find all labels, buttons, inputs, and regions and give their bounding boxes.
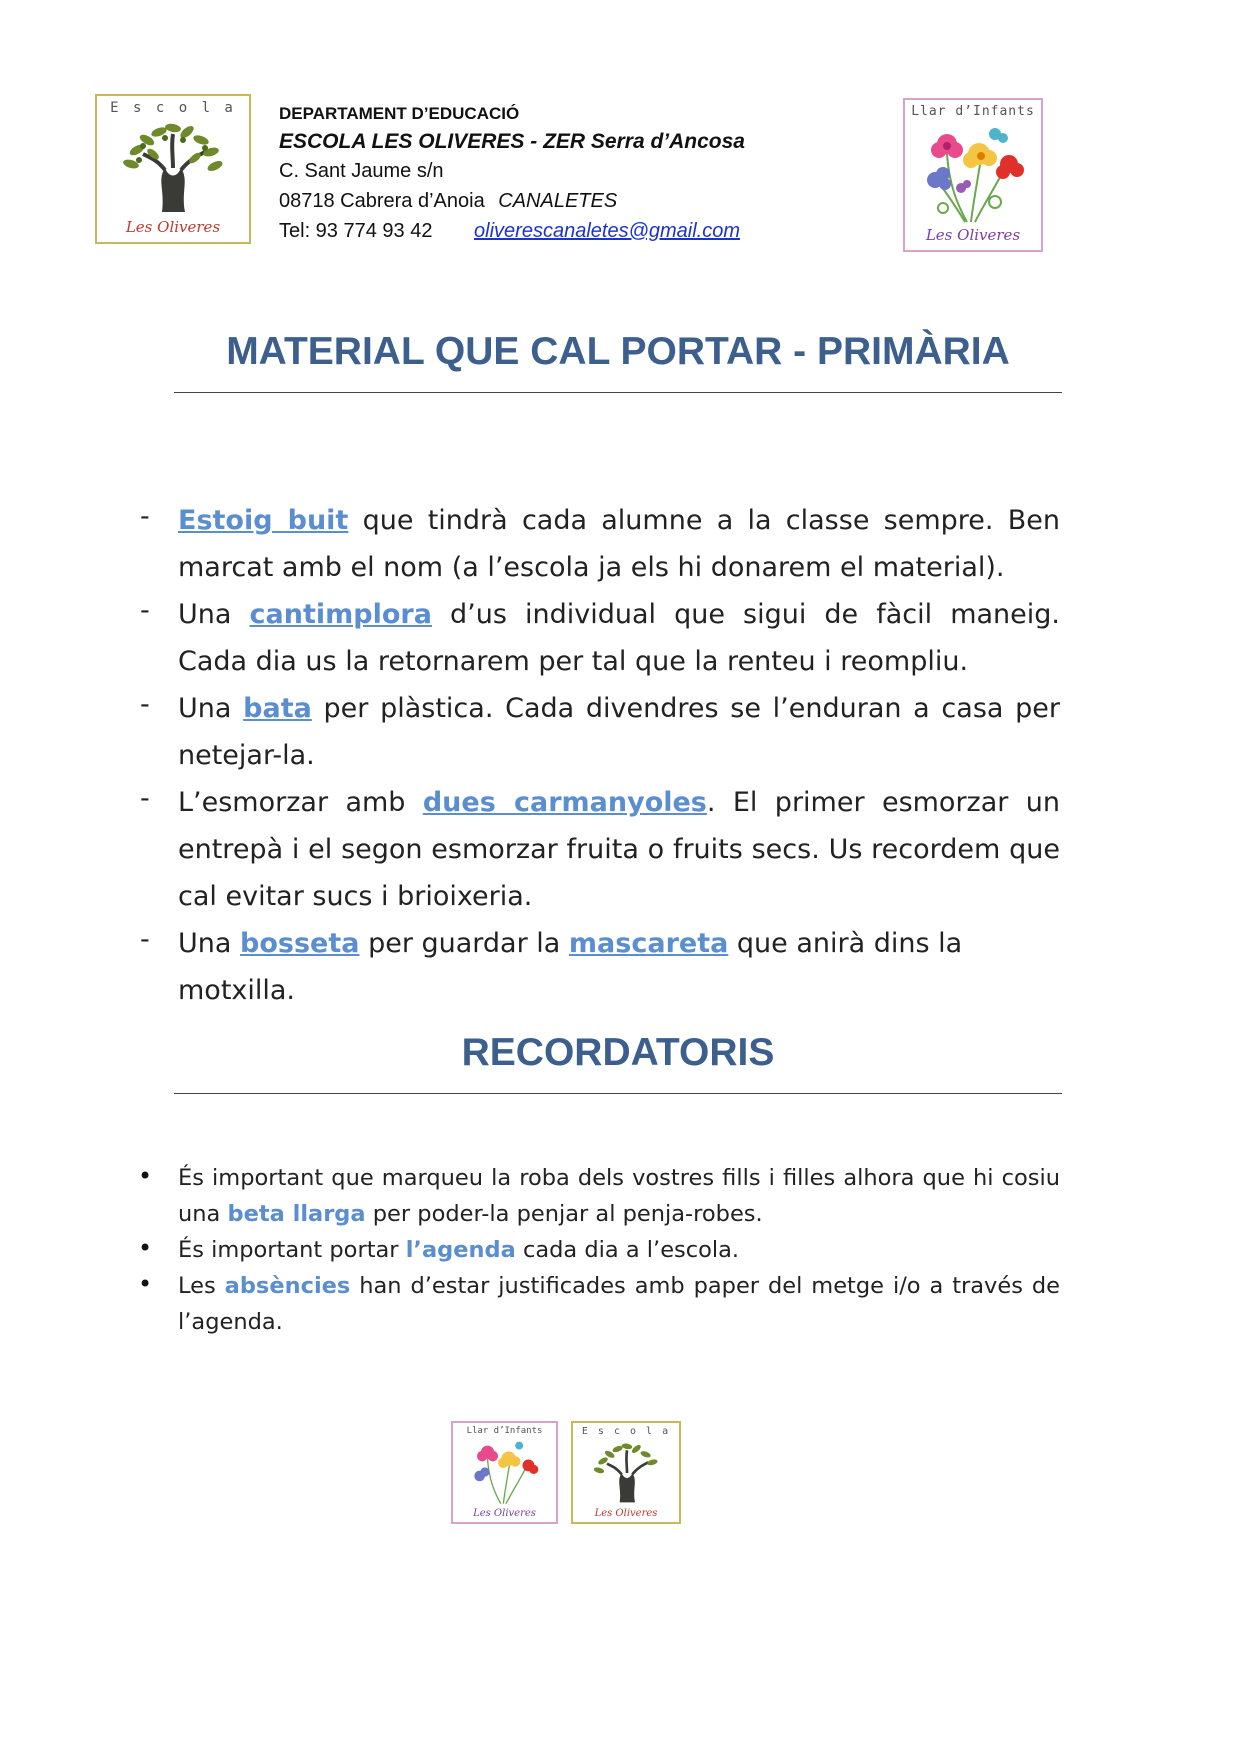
list-item xyxy=(130,497,1060,591)
street-address: C. Sant Jaume s/n xyxy=(279,160,444,182)
list-item-pre: Una xyxy=(178,599,250,630)
list-item-post: que tindrà cada alumne a la classe sempre. Ben marcat amb el nom (a l’escola ja els hi donarem el material). xyxy=(178,505,1060,583)
school-logo xyxy=(95,94,251,244)
school-logo-bottom-text: Les Oliveres xyxy=(125,218,221,236)
list-item-text xyxy=(178,920,1060,1014)
list-item-text xyxy=(178,1160,1060,1232)
section-title-recordatoris: RECORDATORIS xyxy=(461,1031,775,1074)
list-item-text xyxy=(178,685,1060,779)
list-item xyxy=(130,1232,1060,1268)
list-item xyxy=(130,920,1060,1014)
highlight-bosseta: bosseta xyxy=(240,928,360,959)
contact-line xyxy=(279,220,839,250)
department-name: DEPARTAMENT D’EDUCACIÓ xyxy=(279,104,520,123)
dash-marker: - xyxy=(140,783,150,814)
section-title-material: MATERIAL QUE CAL PORTAR - PRIMÀRIA xyxy=(226,330,1010,373)
list-item xyxy=(130,685,1060,779)
dash-marker: - xyxy=(140,924,150,955)
footer-nursery-logo xyxy=(451,1421,558,1524)
school-logo-top-text: E s c o l a xyxy=(110,100,236,116)
list-item xyxy=(130,779,1060,920)
list-item-pre: Una xyxy=(178,928,241,959)
highlight-cantimplora: cantimplora xyxy=(249,599,432,630)
nursery-logo-bottom-text: Les Oliveres xyxy=(925,226,1021,244)
highlight-mascareta: mascareta xyxy=(568,928,729,959)
list-item-pre: L’esmorzar amb xyxy=(178,787,423,818)
olive-tree-icon xyxy=(587,1441,667,1505)
footer-nursery-logo-bottom-text: Les Oliveres xyxy=(473,1508,536,1519)
highlight-bata: bata xyxy=(243,693,312,724)
school-name: ESCOLA LES OLIVERES - ZER Serra d’Ancosa xyxy=(279,130,745,153)
bullet-marker: • xyxy=(138,1270,153,1298)
nursery-logo xyxy=(903,98,1043,252)
list-item-post: han d’estar justificades amb paper del metge i/o a través de l’agenda. xyxy=(178,1273,1060,1335)
list-item xyxy=(130,1268,1060,1340)
highlight-carmanyoles: dues carmanyoles xyxy=(422,787,707,818)
list-item-post: per poder-la penjar al penja-robes. xyxy=(365,1201,763,1227)
list-item-pre: Les xyxy=(178,1273,225,1299)
list-item-post: per plàstica. Cada divendres se l’enduran a casa per netejar-la. xyxy=(178,693,1060,771)
section-divider xyxy=(174,392,1062,393)
list-item-mid: per guardar la xyxy=(359,928,569,959)
list-item-post: cada dia a l’escola. xyxy=(515,1237,740,1263)
highlight-beta-llarga: beta llarga xyxy=(227,1201,366,1227)
flowers-icon xyxy=(461,1439,551,1505)
dash-marker: - xyxy=(140,595,150,626)
footer-school-logo-bottom-text: Les Oliveres xyxy=(594,1508,658,1519)
bullet-marker: • xyxy=(138,1162,153,1190)
list-item-text xyxy=(178,779,1060,920)
list-item-text xyxy=(178,497,1060,591)
list-item-pre: És important que marqueu la roba dels vostres fills i filles alhora que hi cosiu una xyxy=(178,1165,1060,1227)
list-item-post: d’us individual que sigui de fàcil maneig. Cada dia us la retornarem per tal que la renteu i reompliu. xyxy=(178,599,1060,677)
city-line xyxy=(279,190,839,220)
nursery-logo-top-text: Llar d’Infants xyxy=(911,104,1035,119)
dash-marker: - xyxy=(140,501,150,532)
letterhead xyxy=(279,104,839,250)
material-list xyxy=(130,497,1060,1014)
email-link[interactable]: oliverescanaletes@gmail.com xyxy=(474,220,740,242)
highlight-estoig: Estoig buit xyxy=(178,505,349,536)
list-item-text xyxy=(178,591,1060,685)
list-item xyxy=(130,1160,1060,1232)
city: 08718 Cabrera d’Anoia xyxy=(279,190,485,212)
list-item-pre: És important portar xyxy=(178,1237,406,1263)
list-item-text xyxy=(178,1232,1060,1268)
list-item-pre: Una xyxy=(178,693,244,724)
footer-school-logo xyxy=(571,1421,681,1524)
dash-marker: - xyxy=(140,689,150,720)
list-item-post: que anirà dins la motxilla. xyxy=(178,928,963,1006)
list-item xyxy=(130,591,1060,685)
phone: Tel: 93 774 93 42 xyxy=(279,220,433,242)
reminders-list xyxy=(130,1160,1060,1340)
footer-nursery-logo-top-text: Llar d’Infants xyxy=(466,1426,543,1436)
highlight-agenda: l’agenda xyxy=(405,1237,516,1263)
olive-tree-icon xyxy=(117,120,229,216)
flowers-icon xyxy=(917,124,1033,224)
footer-school-logo-top-text: E s c o l a xyxy=(581,1426,671,1437)
bullet-marker: • xyxy=(138,1234,153,1262)
list-item-post: . El primer esmorzar un entrepà i el segon esmorzar fruita o fruits secs. Us recordem que cal evitar sucs i brioixeria. xyxy=(178,787,1060,912)
section-divider xyxy=(174,1093,1062,1094)
highlight-absencies: absències xyxy=(224,1273,351,1299)
list-item-text xyxy=(178,1268,1060,1340)
locality: CANALETES xyxy=(498,190,618,212)
